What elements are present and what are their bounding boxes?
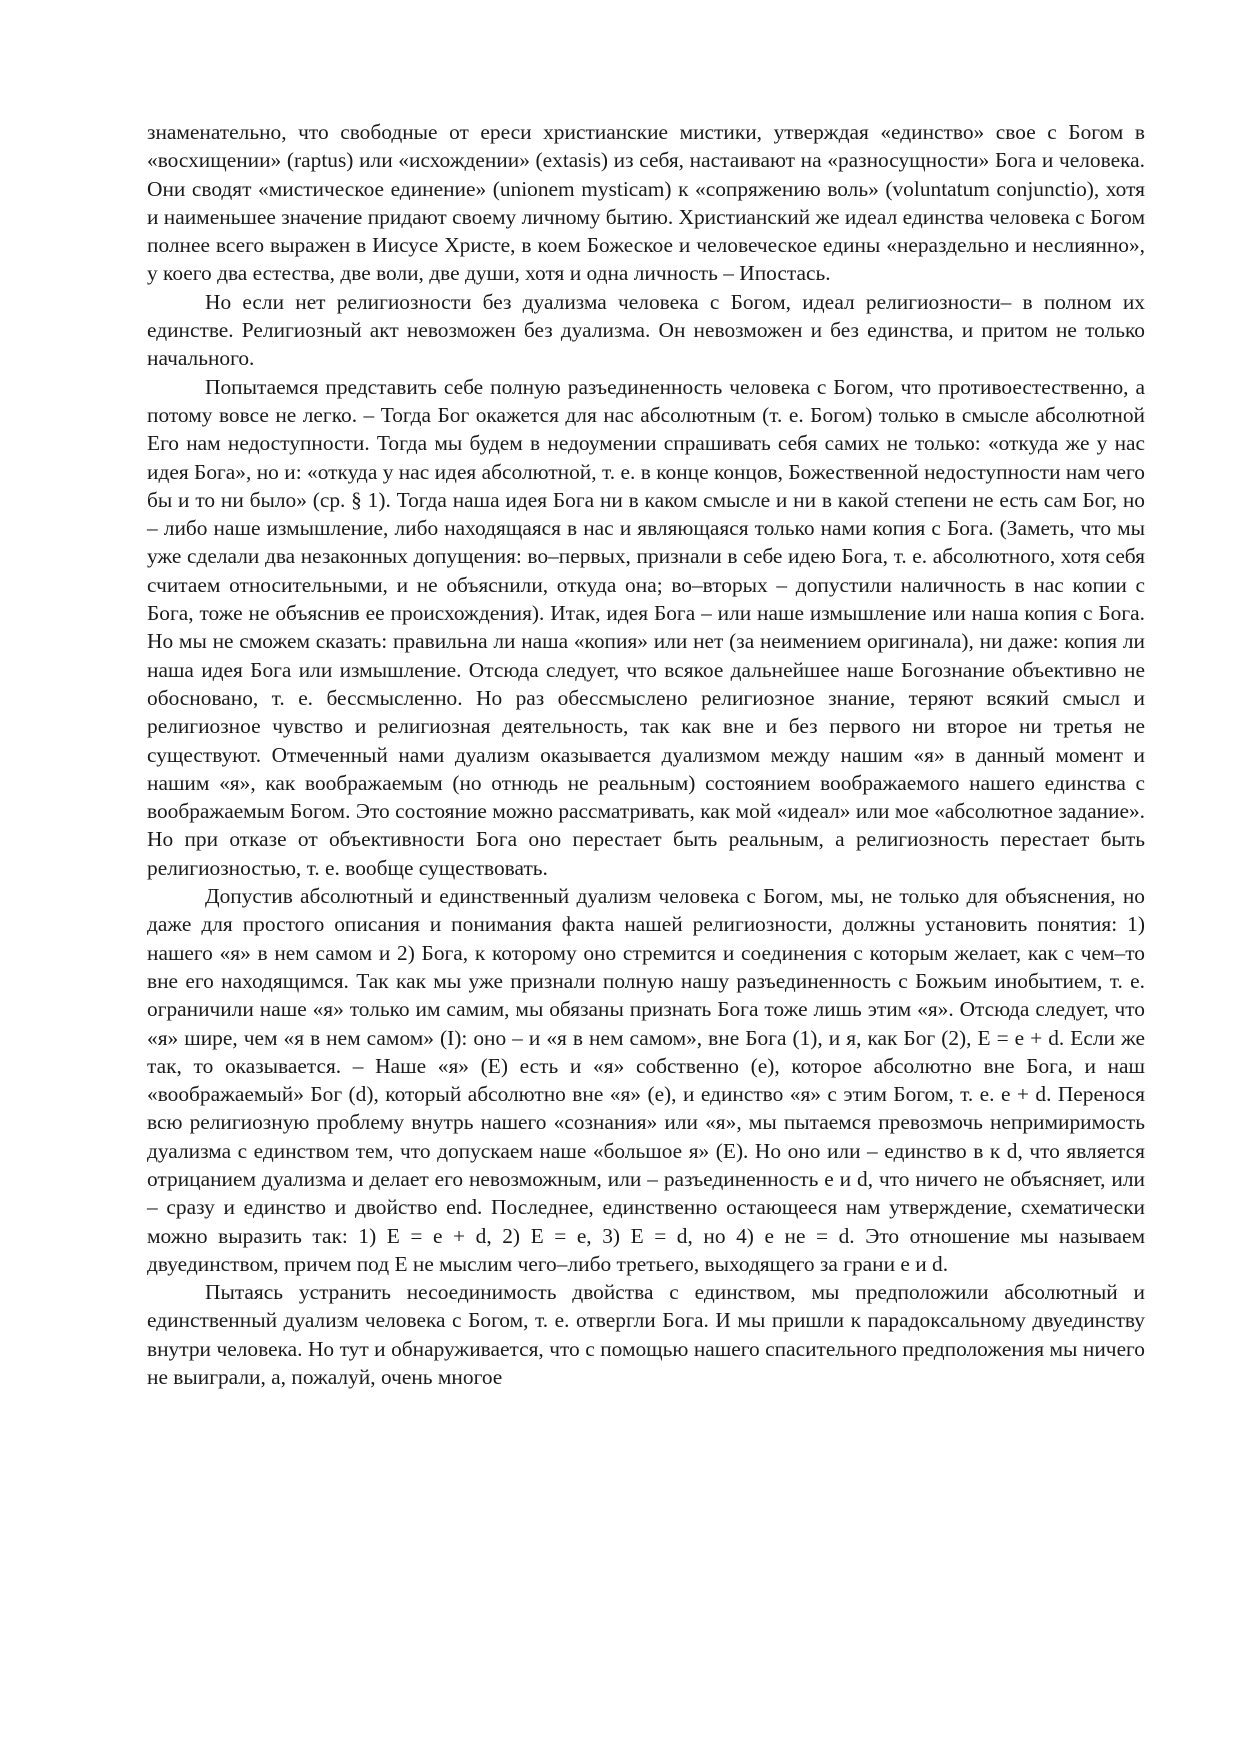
paragraph-biunity: Пытаясь устранить несоединимость двойства с единством, мы предположили абсолютный и единственный дуализм человека с Богом, т. е. отвергли Бога. И мы пришли к парадоксальному двуединству внутри человека. Но тут и обнаруживается, что с помощью нашего спасительного предположения мы ничего не выиграли, а, пожалуй, очень многое — [147, 1280, 1145, 1390]
paragraph-continuation: знаменательно, что свободные от ереси христианские мистики, утверждая «единство» свое с Богом в «восхищении» (raptus) или «исхождении» (extasis) из себя, настаивают на «разносущности» Бога и человека. Они сводят «мистическое единение» (unionem mysticam) к «сопряжению воль» (voluntatum conjunctio), хотя и наименьшее значение придают своему личному бытию. Христианский же идеал единства человека с Богом полнее всего выражен в Иисусе Христе, в коем Божеское и человеческое едины «нераздельно и неслиянно», у коего два естества, две воли, две души, хотя и одна личность – Ипостась. — [147, 120, 1145, 286]
paragraph-disunity: Попытаемся представить себе полную разъединенность человека с Богом, что противоестественно, а потому вовсе не легко. – Тогда Бог окажется для нас абсолютным (т. е. Богом) только в смысле абсолютной Его нам недоступности. Тогда мы будем в недоумении спрашивать себя самих не только: «откуда же у нас идея Бога», но и: «откуда у нас идея абсолютной, т. е. в конце концов, Божественной недоступности нам чего бы и то ни было» (ср. § 1). Тогда наша идея Бога ни в каком смысле и ни в какой степени не есть сам Бог, но – либо наше измышление, либо находящаяся в нас и являющаяся только нами копия с Бога. (Заметь, что мы уже сделали два незаконных допущения: во–первых, признали в себе идею Бога, т. е. абсолютного, хотя себя считаем относительными, и не объяснили, откуда она; во–вторых – допустили наличность в нас копии с Бога, тоже не объяснив ее происхождения). Итак, идея Бога – или наше измышление или наша копия с Бога. Но мы не сможем сказать: правильна ли наша «копия» или нет (за неимением оригинала), ни даже: копия ли наша идея Бога или измышление. Отсюда следует, что всякое дальнейшее наше Богознание объективно не обосновано, т. е. бессмысленно. Но раз обессмыслено религиозное знание, теряют всякий смысл и религиозное чувство и религиозная деятельность, так как вне и без первого ни второе ни третья не существуют. Отмеченный нами дуализм оказывается дуализмом между нашим «я» в данный момент и нашим «я», как воображаемым (но отнюдь не реальным) состоянием воображаемого нашего единства с воображаемым Богом. Это состояние можно рассматривать, как мой «идеал» или мое «абсолютное задание». Но при отказе от объективности Бога оно перестает быть реальным, а религиозность перестает быть религиозностью, т. е. вообще существовать. — [147, 374, 1145, 880]
paragraph-dualism-ideal: Но если нет религиозности без дуализма человека с Богом, идеал религиозности– в полном их единстве. Религиозный акт невозможен без дуализма. Он невозможен и без единства, и притом не только начального. — [147, 289, 1145, 371]
paragraph-absolute-dualism: Допустив абсолютный и единственный дуализм человека с Богом, мы, не только для объяснения, но даже для простого описания и понимания факта нашей религиозности, должны установить понятия: 1) нашего «я» в нем самом и 2) Бога, к которому оно стремится и соединения с которым желает, как с чем–то вне его находящимся. Так как мы уже признали полную нашу разъединенность с Божьим инобытием, т. е. ограничили наше «я» только им самим, мы обязаны признать Бога тоже лишь этим «я». Отсюда следует, что «я» шире, чем «я в нем самом» (I): оно – и «я в нем самом», вне Бога (1), и я, как Бог (2), E = e + d. Если же так, то оказывается. – Наше «я» (E) есть и «я» собственно (e), которое абсолютно вне Бога, и наш «воображаемый» Бог (d), который абсолютно вне «я» (e), и единство «я» с этим Богом, т. е. e + d. Перенося всю религиозную проблему внутрь нашего «сознания» или «я», мы пытаемся превозмочь непримиримость дуализма с единством тем, что допускаем наше «большое я» (E). Но оно или – единство в к d, что является отрицанием дуализма и делает его невозможным, или – разъединенность e и d, что ничего не объясняет, или – сразу и единство и двойство end. Последнее, единственно остающееся нам утверждение, схематически можно выразить так: 1) E = e + d, 2) E = e, 3) E = d, но 4) e не = d. Это отношение мы называем двуединством, причем под E не мыслим чего–либо третьего, выходящего за грани e и d. — [147, 884, 1145, 1276]
document-page — [147, 118, 1145, 1391]
